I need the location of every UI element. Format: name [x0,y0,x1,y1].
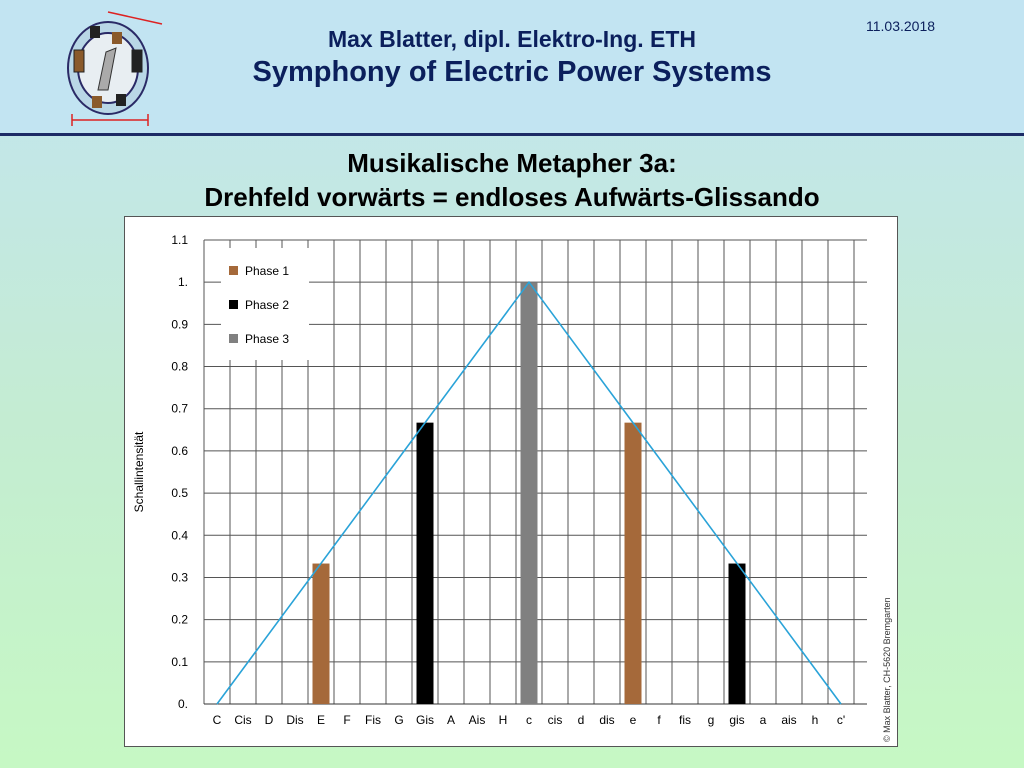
y-tick-label: 1.1 [171,233,188,247]
x-tick-label: Ais [468,713,486,727]
y-tick-label: 0.1 [171,654,188,669]
bar-chart [125,217,897,746]
x-tick-label: D [264,713,274,727]
x-tick-label: c' [836,713,846,727]
y-tick-label: 0.3 [171,570,188,585]
x-tick-label: F [343,713,351,727]
copyright-note: © Max Blatter, CH-5620 Bremgarten [882,597,892,742]
x-tick-label: Dis [286,713,304,727]
author-line: Max Blatter, dipl. Elektro-Ing. ETH [327,26,697,52]
legend-label: Phase 1 [245,264,290,278]
y-tick-label: 0.4 [171,528,188,543]
x-tick-label: Gis [416,713,434,727]
bar-phase-1 [313,564,330,704]
bar-phase-2 [729,564,746,704]
series-title: Symphony of Electric Power Systems [252,56,772,88]
slide-title [0,146,1024,214]
y-tick-label: 0.9 [171,317,188,332]
x-tick-label: e [629,713,637,727]
header-divider [0,133,1024,136]
x-tick-label: d [577,713,585,727]
legend-swatch [229,266,238,275]
x-tick-label: c [526,713,532,727]
slide-date: 11.03.2018 [866,18,936,34]
y-tick-label: 0.7 [171,401,188,416]
x-tick-label: gis [729,713,745,727]
x-tick-label: f [657,713,661,727]
x-tick-label: G [394,713,404,727]
x-tick-label: h [811,713,819,727]
bar-phase-3 [521,282,538,704]
x-tick-label: cis [547,713,563,727]
legend-label: Phase 3 [245,332,290,346]
y-tick-label: 0.6 [171,443,188,458]
x-tick-label: E [316,713,326,727]
y-axis-label: Schallintensität [132,431,146,513]
bar-phase-2 [417,423,434,704]
y-tick-label: 0.2 [171,612,188,627]
y-tick-label: 0. [177,697,188,711]
x-tick-label: Fis [365,713,381,727]
x-tick-label: a [759,713,767,727]
x-tick-label: C [212,713,222,727]
slide-title-line-1: Musikalische Metapher 3a: [347,148,677,178]
y-tick-label: 0.5 [171,486,188,501]
slide-header [0,0,1024,133]
x-tick-label: g [707,713,715,727]
legend-label: Phase 2 [245,298,290,312]
y-tick-label: 1. [177,275,188,290]
x-tick-label: A [446,713,456,727]
slide-title-line-2: Drehfeld vorwärts = endloses Aufwärts-Glissando [204,182,820,212]
y-tick-label: 0.8 [171,359,188,374]
x-tick-label: fis [679,713,691,727]
legend-swatch [229,334,238,343]
x-tick-label: ais [781,713,797,727]
x-tick-label: Cis [234,713,252,727]
legend-swatch [229,300,238,309]
x-tick-label: dis [599,713,615,727]
x-tick-label: H [498,713,508,727]
bar-phase-1 [625,423,642,704]
chart-panel [124,216,898,747]
